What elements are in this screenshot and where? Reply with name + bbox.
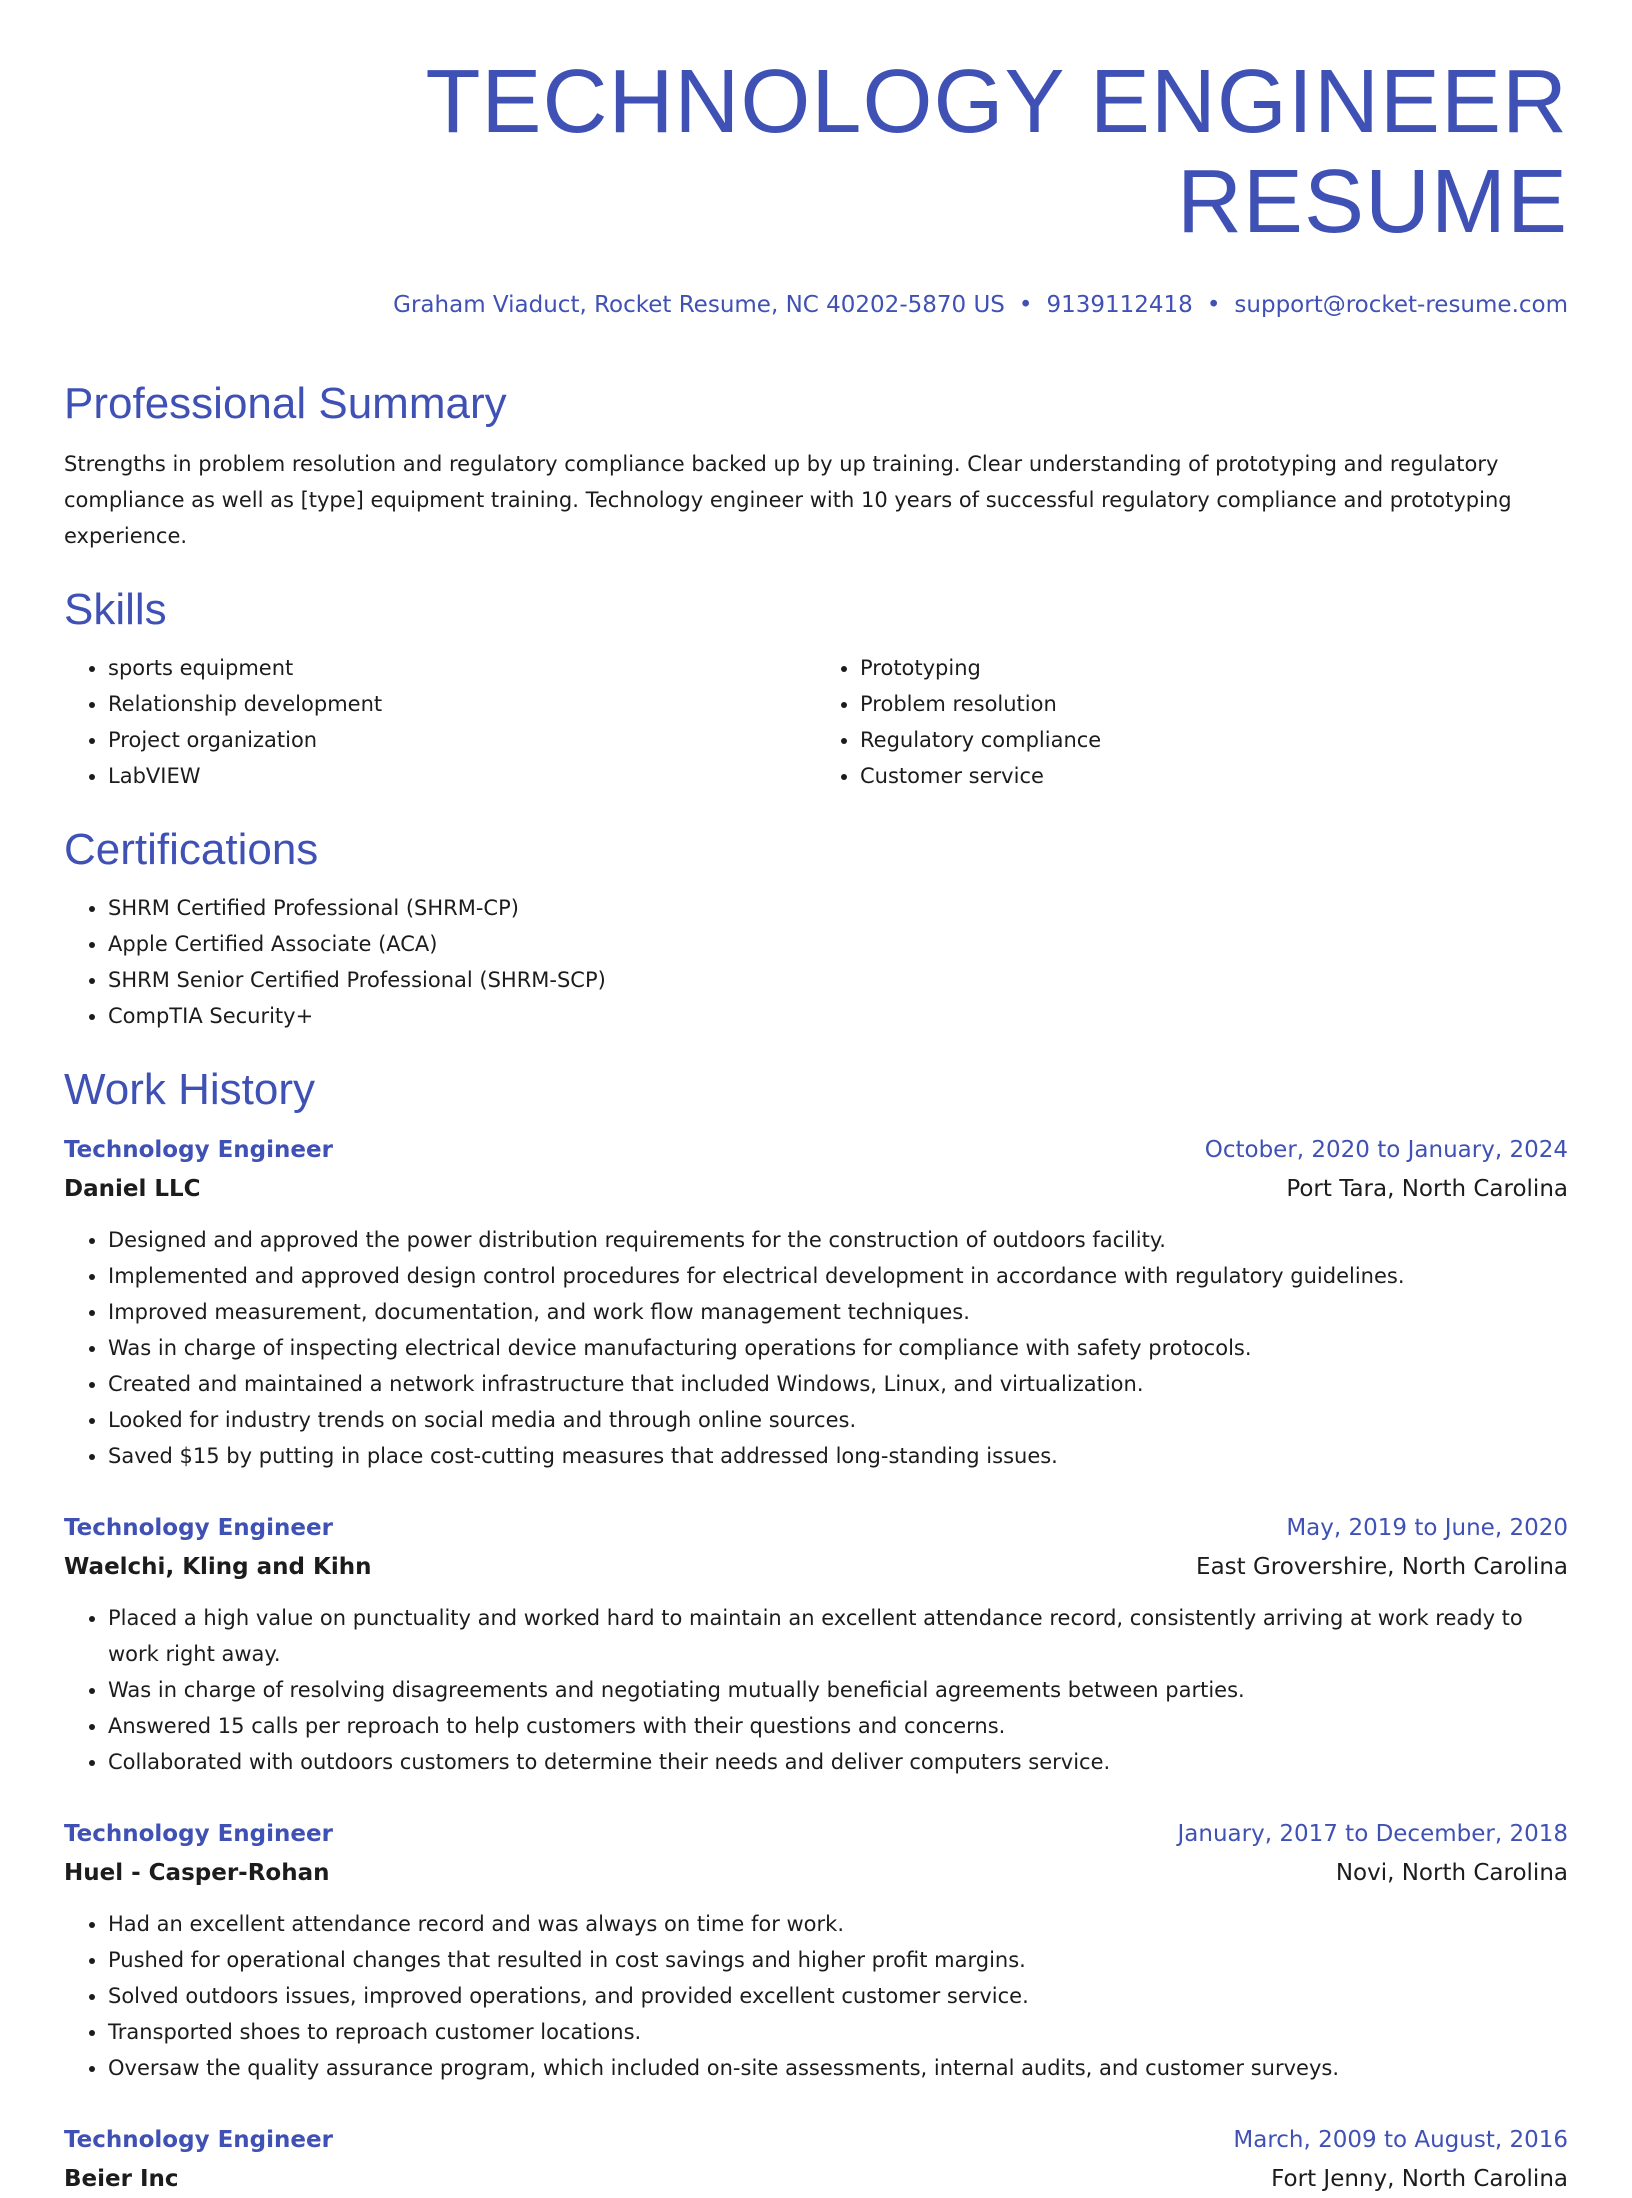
job-dates: May, 2019 to June, 2020	[1286, 1515, 1568, 1541]
job-bullet: • Had an excellent attendance record and was always on time for work.	[108, 1906, 1568, 1942]
job-dates: January, 2017 to December, 2018	[1177, 1821, 1568, 1847]
job-company: Daniel LLC	[64, 1176, 201, 1202]
summary-section	[64, 376, 1568, 554]
job-entry	[64, 1130, 1568, 1474]
job-bullets	[64, 1222, 1568, 1474]
resume-header	[64, 0, 1568, 320]
skill-item: • Project organization	[108, 722, 816, 758]
job-entry	[64, 1814, 1568, 2086]
job-title: Technology Engineer	[64, 1515, 333, 1541]
skills-columns	[64, 638, 1568, 794]
contact-phone: 9139112418	[1046, 292, 1193, 318]
job-bullet: • Answered 15 calls per reproach to help customers with their questions and concerns.	[108, 1708, 1568, 1744]
job-company: Waelchi, Kling and Kihn	[64, 1554, 372, 1580]
skills-section	[64, 582, 1568, 794]
contact-separator: •	[1018, 292, 1033, 318]
job-entry	[64, 1508, 1568, 1780]
job-header-row	[64, 1508, 1568, 1548]
certification-item: • SHRM Senior Certified Professional (SHRM-SCP)	[108, 962, 1568, 998]
skill-item: • sports equipment	[108, 650, 816, 686]
job-company-row	[64, 1854, 1568, 1892]
job-bullet: • Created and maintained a network infrastructure that included Windows, Linux, and virtualization.	[108, 1366, 1568, 1402]
contact-line	[64, 290, 1568, 320]
skills-list-left	[64, 650, 816, 794]
certification-item: • Apple Certified Associate (ACA)	[108, 926, 1568, 962]
job-location: Novi, North Carolina	[1335, 1860, 1568, 1886]
job-bullet: • Improved measurement, documentation, and work flow management techniques.	[108, 1294, 1568, 1330]
skill-item: • Relationship development	[108, 686, 816, 722]
skill-item: • Customer service	[860, 758, 1568, 794]
job-company: Huel - Casper-Rohan	[64, 1860, 330, 1886]
skill-item: • Regulatory compliance	[860, 722, 1568, 758]
job-company-row	[64, 2160, 1568, 2198]
job-bullet: • Looked for industry trends on social media and through online sources.	[108, 1402, 1568, 1438]
skills-list-right	[816, 650, 1568, 794]
job-bullet: • Pushed for operational changes that resulted in cost savings and higher profit margins.	[108, 1942, 1568, 1978]
job-bullets	[64, 1600, 1568, 1780]
skills-heading: Skills	[64, 585, 167, 634]
work-history-heading: Work History	[64, 1065, 315, 1114]
job-company-row	[64, 1170, 1568, 1208]
skill-item: • Problem resolution	[860, 686, 1568, 722]
certification-item: • CompTIA Security+	[108, 998, 1568, 1034]
job-bullet: • Solved outdoors issues, improved operations, and provided excellent customer service.	[108, 1978, 1568, 2014]
job-company: Beier Inc	[64, 2166, 179, 2192]
job-bullet: • Designed and approved the power distribution requirements for the construction of outdoors facility.	[108, 1222, 1568, 1258]
job-entry	[64, 2120, 1568, 2198]
work-history-section	[64, 1062, 1568, 2198]
job-title: Technology Engineer	[64, 2127, 333, 2153]
skill-item: • Prototyping	[860, 650, 1568, 686]
job-header-row	[64, 2120, 1568, 2160]
job-location: Fort Jenny, North Carolina	[1271, 2166, 1568, 2192]
job-bullet: • Placed a high value on punctuality and worked hard to maintain an excellent attendance record, consistently arriving at work ready to work right away.	[108, 1600, 1568, 1672]
certification-item: • SHRM Certified Professional (SHRM-CP)	[108, 890, 1568, 926]
job-location: Port Tara, North Carolina	[1286, 1176, 1568, 1202]
job-dates: October, 2020 to January, 2024	[1204, 1137, 1568, 1163]
job-bullet: • Transported shoes to reproach customer locations.	[108, 2014, 1568, 2050]
job-bullet: • Oversaw the quality assurance program, which included on-site assessments, internal audits, and customer surveys.	[108, 2050, 1568, 2086]
job-title: Technology Engineer	[64, 1137, 333, 1163]
job-company-row	[64, 1548, 1568, 1586]
job-location: East Grovershire, North Carolina	[1196, 1554, 1568, 1580]
resume-title: TECHNOLOGY ENGINEER RESUME	[425, 52, 1568, 252]
certifications-heading: Certifications	[64, 825, 319, 874]
summary-heading: Professional Summary	[64, 379, 507, 428]
skill-item: • LabVIEW	[108, 758, 816, 794]
job-bullets	[64, 1906, 1568, 2086]
job-dates: March, 2009 to August, 2016	[1233, 2127, 1568, 2153]
job-header-row	[64, 1814, 1568, 1854]
job-bullet: • Was in charge of resolving disagreements and negotiating mutually beneficial agreements between parties.	[108, 1672, 1568, 1708]
contact-separator: •	[1206, 292, 1221, 318]
contact-email: support@rocket-resume.com	[1234, 292, 1568, 318]
job-bullet: • Collaborated with outdoors customers to determine their needs and deliver computers service.	[108, 1744, 1568, 1780]
certifications-list	[64, 890, 1568, 1034]
job-bullet: • Was in charge of inspecting electrical device manufacturing operations for compliance with safety protocols.	[108, 1330, 1568, 1366]
job-bullet: • Saved $15 by putting in place cost-cutting measures that addressed long-standing issues.	[108, 1438, 1568, 1474]
job-header-row	[64, 1130, 1568, 1170]
job-title: Technology Engineer	[64, 1821, 333, 1847]
summary-text: Strengths in problem resolution and regulatory compliance backed up by up training. Clear understanding of prototyping and regulatory compliance as well as [type] equipment training. Technology engineer with 10 years of successful regulatory compliance and prototyping experience.	[64, 452, 1512, 548]
contact-address: Graham Viaduct, Rocket Resume, NC 40202-5870 US	[393, 292, 1005, 318]
certifications-section	[64, 822, 1568, 1034]
job-bullet: • Implemented and approved design control procedures for electrical development in accordance with regulatory guidelines.	[108, 1258, 1568, 1294]
